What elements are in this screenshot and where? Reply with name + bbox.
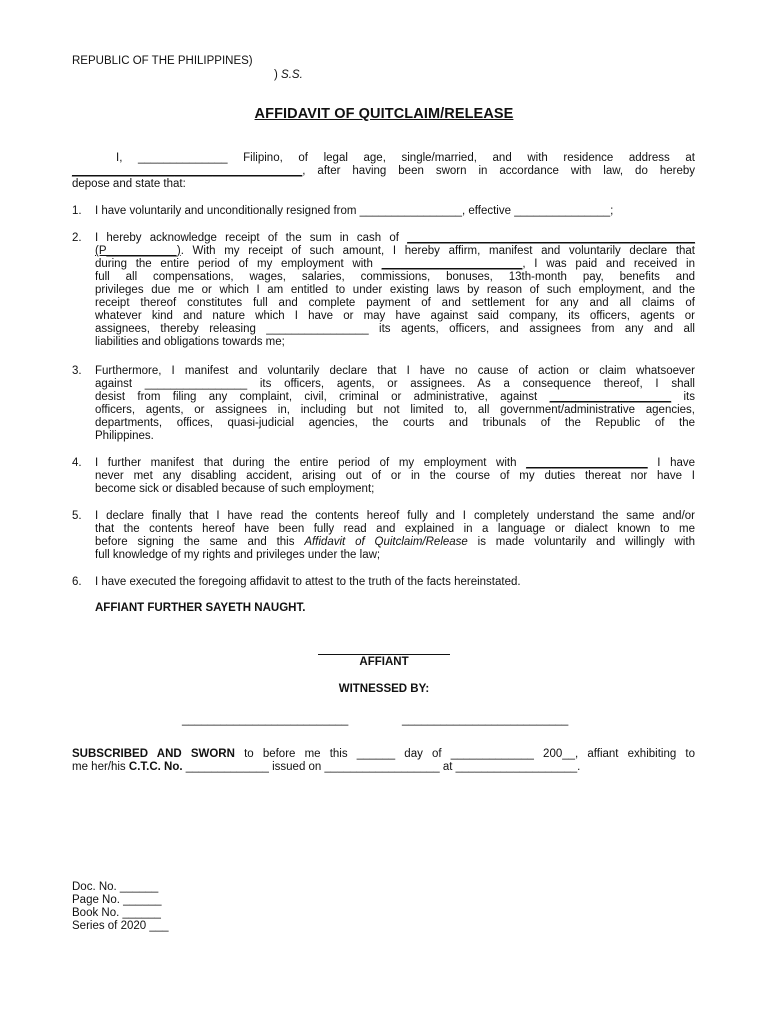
jurat-subscribed-sworn: SUBSCRIBED AND SWORN: [72, 748, 235, 760]
item-5-line-3-text-b: is made voluntarily and willingly with: [477, 536, 695, 548]
item-1-line-1: I have voluntarily and unconditionally resigned from ________________, effective _______________;: [95, 205, 614, 217]
item-2-line-3: [95, 258, 695, 271]
notary-series: Series of 2020 ___: [72, 920, 169, 932]
item-3-line-3-text: desist from filing any complaint, civil, criminal or administrative, against: [95, 391, 538, 403]
item-2-amount-words-blank: _____________________________________________: [407, 232, 695, 244]
affiant-further-sayeth: AFFIANT FURTHER SAYETH NAUGHT.: [95, 602, 306, 614]
item-2-line-9: liabilities and obligations towards me;: [95, 336, 285, 348]
item-4-line-1: [95, 457, 695, 470]
intro-address-blank: ____________________________________: [72, 165, 303, 177]
item-number: 5.: [72, 510, 82, 522]
item-3-line-2: against ________________ its officers, agents, or assignees. As a consequence thereof, I shall: [95, 378, 695, 390]
item-2-line-3-text-b: , I was paid and received in: [522, 258, 695, 270]
jurat-line-1: [72, 748, 695, 761]
item-number: 6.: [72, 576, 82, 588]
item-2-line-2-text: . With my receipt of such amount, I hereby affirm, manifest and voluntarily declare that: [180, 245, 695, 257]
intro-line-3: depose and state that:: [72, 178, 186, 190]
intro-line-1: I, ______________ Filipino, of legal age, single/married, and with residence address at: [116, 152, 695, 164]
item-2-line-1-text: I hereby acknowledge receipt of the sum in cash of: [95, 232, 399, 244]
item-5-line-2: that the contents hereof have been fully read and explained in a language or dialect known to me: [95, 523, 695, 535]
notary-book-no: Book No. ______: [72, 907, 161, 919]
header-ss: [274, 69, 303, 82]
intro-line-2-text: , after having been sworn in accordance with law, do hereby: [302, 165, 695, 177]
item-2-line-4: full all compensations, wages, salaries, commissions, bonuses, 13th-month pay, benefits and: [95, 271, 695, 283]
item-2-line-3-text-a: during the entire period of my employment with: [95, 258, 373, 270]
jurat-line-2-text-a: me her/his: [72, 761, 129, 773]
item-4-line-1-text: I further manifest that during the entire period of my employment with: [95, 457, 517, 469]
jurat-line-2-text-b: _____________ issued on __________________ at ___________________.: [182, 761, 581, 773]
item-3-line-3-end: its: [683, 391, 695, 403]
item-3-line-6: Philippines.: [95, 430, 154, 442]
item-6-line-1: I have executed the foregoing affidavit to attest to the truth of the facts hereinstated.: [95, 576, 521, 588]
item-2-line-5: privileges due me or which I am entitled to under existing laws by reason of such employment, and the: [95, 284, 695, 296]
item-3-line-1: Furthermore, I manifest and voluntarily declare that I have no cause of action or claim whatsoever: [95, 365, 695, 377]
item-5-line-1: I declare finally that I have read the contents hereof fully and I completely understand the same and/or: [95, 510, 695, 522]
item-3-line-5: departments, offices, quasi-judicial agencies, the courts and tribunals of the Republic of the: [95, 417, 695, 429]
intro-paragraph: [72, 152, 695, 191]
item-2-amount-figure-blank: (P___________): [95, 245, 181, 257]
witnessed-by-label: WITNESSED BY:: [338, 683, 430, 695]
item-4-line-2: never met any disabling accident, arising out of or in the course of my duties thereat nor have I: [95, 470, 695, 482]
witness-signature-line-right: __________________________: [402, 714, 569, 726]
header-ss-label: S.S.: [281, 69, 303, 81]
item-5-line-3-text-a: before signing the same and this: [95, 536, 295, 548]
item-4-line-1-end: I have: [657, 457, 696, 469]
jurat-line-1-text: to before me this ______ day of _____________ 200__, affiant exhibiting to: [234, 748, 695, 760]
jurat-ctc-label: C.T.C. No.: [128, 761, 183, 773]
item-2-line-1: [95, 232, 695, 245]
item-number: 2.: [72, 232, 82, 244]
intro-line-2: [72, 165, 695, 178]
item-5-line-3: [95, 536, 695, 549]
header-republic: REPUBLIC OF THE PHILIPPINES): [72, 55, 253, 67]
notary-doc-no: Doc. No. ______: [72, 881, 159, 893]
item-2-employer-blank: ______________________: [381, 258, 523, 270]
item-4-employer-blank: ___________________: [526, 457, 648, 469]
jurat-paragraph: [72, 748, 695, 774]
item-number: 1.: [72, 205, 82, 217]
item-3-line-4: officers, agents, or assignees in, including but not limited to, all government/administrative agencies,: [95, 404, 695, 416]
item-3-line-3: [95, 391, 695, 404]
jurat-line-2: [72, 761, 695, 774]
item-2-line-7: whatever kind and nature which I have or may have against said company, its officers, agents or: [95, 310, 695, 322]
witness-signature-line-left: __________________________: [182, 714, 349, 726]
item-5-affidavit-title-italic: Affidavit of Quitclaim/Release: [304, 536, 468, 548]
item-number: 4.: [72, 457, 82, 469]
item-2-line-2: [95, 245, 695, 258]
header-ss-paren: ): [274, 69, 278, 81]
notary-page-no: Page No. ______: [72, 894, 162, 906]
item-3-company-blank: ___________________: [549, 391, 672, 403]
item-2-line-6: receipt thereof constitutes full and complete payment of and settlement for any and all claims of: [95, 297, 695, 309]
item-2-line-8: assignees, thereby releasing ________________ its agents, officers, and assignees from any and all: [95, 323, 695, 335]
affiant-label: AFFIANT: [359, 656, 409, 668]
item-4-line-3: become sick or disabled because of such employment;: [95, 483, 375, 495]
item-number: 3.: [72, 365, 82, 377]
item-5-line-4: full knowledge of my rights and privileges under the law;: [95, 549, 381, 561]
document-title: AFFIDAVIT OF QUITCLAIM/RELEASE: [254, 106, 514, 122]
affiant-signature-line: [318, 654, 450, 655]
